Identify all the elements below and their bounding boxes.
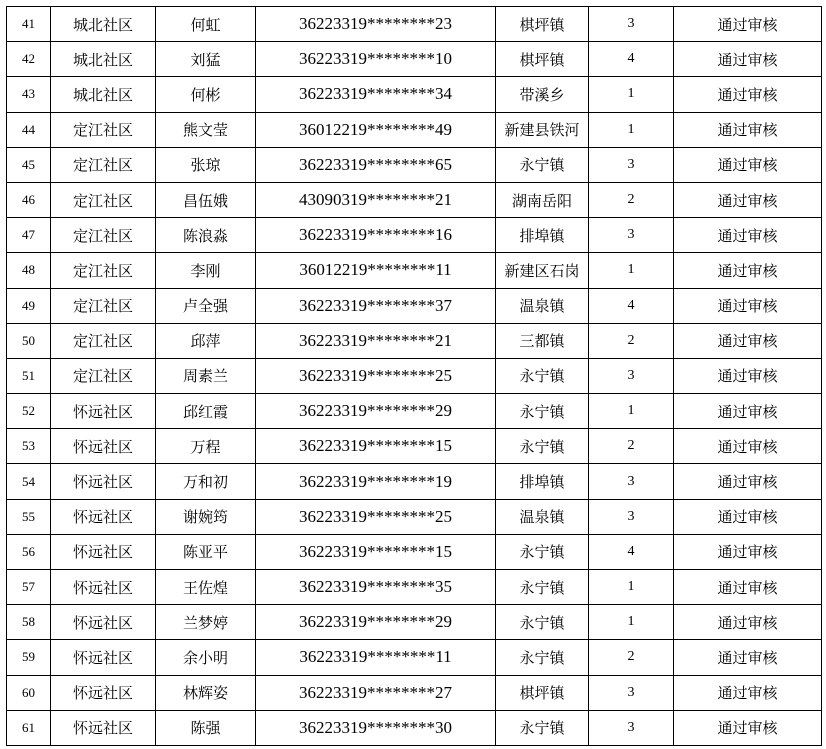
table-row — [7, 429, 822, 464]
location-cell: 永宁镇 — [496, 429, 589, 464]
community-cell: 定江社区 — [51, 112, 156, 147]
id-number-cell: 36012219********49 — [256, 112, 496, 147]
count-cell: 1 — [589, 570, 674, 605]
name-cell: 熊文莹 — [156, 112, 256, 147]
row-number-cell: 49 — [7, 288, 51, 323]
table-row — [7, 464, 822, 499]
status-cell: 通过审核 — [674, 182, 822, 217]
name-cell: 余小明 — [156, 640, 256, 675]
row-number-cell: 50 — [7, 323, 51, 358]
id-number-cell: 36223319********29 — [256, 394, 496, 429]
count-cell: 3 — [589, 464, 674, 499]
name-cell: 陈强 — [156, 710, 256, 745]
location-cell: 带溪乡 — [496, 77, 589, 112]
id-number-cell: 43090319********21 — [256, 182, 496, 217]
id-number-cell: 36223319********15 — [256, 534, 496, 569]
name-cell: 林辉姿 — [156, 675, 256, 710]
row-number-cell: 54 — [7, 464, 51, 499]
location-cell: 永宁镇 — [496, 710, 589, 745]
community-cell: 城北社区 — [51, 7, 156, 42]
location-cell: 永宁镇 — [496, 605, 589, 640]
id-number-cell: 36223319********35 — [256, 570, 496, 605]
location-cell: 新建县铁河 — [496, 112, 589, 147]
community-cell: 定江社区 — [51, 218, 156, 253]
table-row — [7, 112, 822, 147]
location-cell: 永宁镇 — [496, 147, 589, 182]
row-number-cell: 53 — [7, 429, 51, 464]
count-cell: 3 — [589, 358, 674, 393]
row-number-cell: 42 — [7, 42, 51, 77]
id-number-cell: 36223319********25 — [256, 499, 496, 534]
table-row — [7, 570, 822, 605]
table-row — [7, 77, 822, 112]
status-cell: 通过审核 — [674, 640, 822, 675]
status-cell: 通过审核 — [674, 429, 822, 464]
community-cell: 定江社区 — [51, 358, 156, 393]
status-cell: 通过审核 — [674, 112, 822, 147]
count-cell: 3 — [589, 675, 674, 710]
row-number-cell: 47 — [7, 218, 51, 253]
name-cell: 陈浪淼 — [156, 218, 256, 253]
row-number-cell: 57 — [7, 570, 51, 605]
community-cell: 怀远社区 — [51, 710, 156, 745]
applicant-table — [6, 6, 822, 746]
name-cell: 陈亚平 — [156, 534, 256, 569]
status-cell: 通过审核 — [674, 42, 822, 77]
count-cell: 3 — [589, 499, 674, 534]
location-cell: 永宁镇 — [496, 394, 589, 429]
table-row — [7, 358, 822, 393]
name-cell: 何彬 — [156, 77, 256, 112]
status-cell: 通过审核 — [674, 675, 822, 710]
status-cell: 通过审核 — [674, 570, 822, 605]
count-cell: 2 — [589, 640, 674, 675]
row-number-cell: 51 — [7, 358, 51, 393]
row-number-cell: 55 — [7, 499, 51, 534]
status-cell: 通过审核 — [674, 7, 822, 42]
location-cell: 永宁镇 — [496, 570, 589, 605]
location-cell: 温泉镇 — [496, 499, 589, 534]
row-number-cell: 60 — [7, 675, 51, 710]
status-cell: 通过审核 — [674, 288, 822, 323]
status-cell: 通过审核 — [674, 323, 822, 358]
status-cell: 通过审核 — [674, 77, 822, 112]
table-row — [7, 323, 822, 358]
table-row — [7, 675, 822, 710]
id-number-cell: 36223319********27 — [256, 675, 496, 710]
id-number-cell: 36223319********19 — [256, 464, 496, 499]
count-cell: 3 — [589, 710, 674, 745]
count-cell: 1 — [589, 253, 674, 288]
count-cell: 3 — [589, 147, 674, 182]
community-cell: 定江社区 — [51, 323, 156, 358]
community-cell: 定江社区 — [51, 182, 156, 217]
id-number-cell: 36223319********34 — [256, 77, 496, 112]
id-number-cell: 36223319********11 — [256, 640, 496, 675]
location-cell: 湖南岳阳 — [496, 182, 589, 217]
community-cell: 城北社区 — [51, 42, 156, 77]
table-row — [7, 253, 822, 288]
table-row — [7, 534, 822, 569]
name-cell: 谢婉筠 — [156, 499, 256, 534]
row-number-cell: 45 — [7, 147, 51, 182]
row-number-cell: 44 — [7, 112, 51, 147]
id-number-cell: 36223319********15 — [256, 429, 496, 464]
count-cell: 2 — [589, 429, 674, 464]
id-number-cell: 36223319********21 — [256, 323, 496, 358]
location-cell: 新建区石岗 — [496, 253, 589, 288]
status-cell: 通过审核 — [674, 253, 822, 288]
status-cell: 通过审核 — [674, 710, 822, 745]
name-cell: 刘猛 — [156, 42, 256, 77]
table-row — [7, 182, 822, 217]
community-cell: 怀远社区 — [51, 499, 156, 534]
count-cell: 4 — [589, 288, 674, 323]
community-cell: 怀远社区 — [51, 675, 156, 710]
name-cell: 兰梦婷 — [156, 605, 256, 640]
table-row — [7, 710, 822, 745]
name-cell: 万程 — [156, 429, 256, 464]
row-number-cell: 43 — [7, 77, 51, 112]
name-cell: 李刚 — [156, 253, 256, 288]
status-cell: 通过审核 — [674, 464, 822, 499]
community-cell: 怀远社区 — [51, 570, 156, 605]
id-number-cell: 36223319********25 — [256, 358, 496, 393]
table-row — [7, 42, 822, 77]
table-row — [7, 147, 822, 182]
count-cell: 4 — [589, 42, 674, 77]
count-cell: 2 — [589, 323, 674, 358]
id-number-cell: 36223319********23 — [256, 7, 496, 42]
id-number-cell: 36223319********29 — [256, 605, 496, 640]
location-cell: 永宁镇 — [496, 358, 589, 393]
location-cell: 棋坪镇 — [496, 42, 589, 77]
table-row — [7, 218, 822, 253]
id-number-cell: 36223319********37 — [256, 288, 496, 323]
location-cell: 永宁镇 — [496, 534, 589, 569]
id-number-cell: 36012219********11 — [256, 253, 496, 288]
table-row — [7, 7, 822, 42]
name-cell: 昌伍娥 — [156, 182, 256, 217]
name-cell: 万和初 — [156, 464, 256, 499]
count-cell: 1 — [589, 605, 674, 640]
table-row — [7, 499, 822, 534]
name-cell: 邱萍 — [156, 323, 256, 358]
location-cell: 三都镇 — [496, 323, 589, 358]
name-cell: 张琼 — [156, 147, 256, 182]
row-number-cell: 48 — [7, 253, 51, 288]
status-cell: 通过审核 — [674, 605, 822, 640]
table-row — [7, 640, 822, 675]
status-cell: 通过审核 — [674, 499, 822, 534]
community-cell: 怀远社区 — [51, 534, 156, 569]
community-cell: 怀远社区 — [51, 605, 156, 640]
status-cell: 通过审核 — [674, 358, 822, 393]
count-cell: 2 — [589, 182, 674, 217]
community-cell: 定江社区 — [51, 147, 156, 182]
name-cell: 何虹 — [156, 7, 256, 42]
community-cell: 怀远社区 — [51, 464, 156, 499]
count-cell: 3 — [589, 218, 674, 253]
id-number-cell: 36223319********65 — [256, 147, 496, 182]
status-cell: 通过审核 — [674, 394, 822, 429]
row-number-cell: 41 — [7, 7, 51, 42]
table-body — [7, 7, 822, 746]
name-cell: 卢全强 — [156, 288, 256, 323]
location-cell: 排埠镇 — [496, 464, 589, 499]
name-cell: 周素兰 — [156, 358, 256, 393]
status-cell: 通过审核 — [674, 147, 822, 182]
name-cell: 邱红霞 — [156, 394, 256, 429]
table-row — [7, 288, 822, 323]
id-number-cell: 36223319********10 — [256, 42, 496, 77]
community-cell: 怀远社区 — [51, 429, 156, 464]
community-cell: 怀远社区 — [51, 394, 156, 429]
id-number-cell: 36223319********30 — [256, 710, 496, 745]
id-number-cell: 36223319********16 — [256, 218, 496, 253]
community-cell: 怀远社区 — [51, 640, 156, 675]
community-cell: 定江社区 — [51, 253, 156, 288]
location-cell: 排埠镇 — [496, 218, 589, 253]
table-row — [7, 394, 822, 429]
location-cell: 棋坪镇 — [496, 7, 589, 42]
row-number-cell: 61 — [7, 710, 51, 745]
status-cell: 通过审核 — [674, 218, 822, 253]
count-cell: 1 — [589, 77, 674, 112]
community-cell: 城北社区 — [51, 77, 156, 112]
status-cell: 通过审核 — [674, 534, 822, 569]
location-cell: 棋坪镇 — [496, 675, 589, 710]
row-number-cell: 59 — [7, 640, 51, 675]
name-cell: 王佐煌 — [156, 570, 256, 605]
count-cell: 1 — [589, 112, 674, 147]
location-cell: 温泉镇 — [496, 288, 589, 323]
row-number-cell: 52 — [7, 394, 51, 429]
location-cell: 永宁镇 — [496, 640, 589, 675]
count-cell: 1 — [589, 394, 674, 429]
row-number-cell: 58 — [7, 605, 51, 640]
count-cell: 4 — [589, 534, 674, 569]
community-cell: 定江社区 — [51, 288, 156, 323]
row-number-cell: 46 — [7, 182, 51, 217]
row-number-cell: 56 — [7, 534, 51, 569]
count-cell: 3 — [589, 7, 674, 42]
table-row — [7, 605, 822, 640]
